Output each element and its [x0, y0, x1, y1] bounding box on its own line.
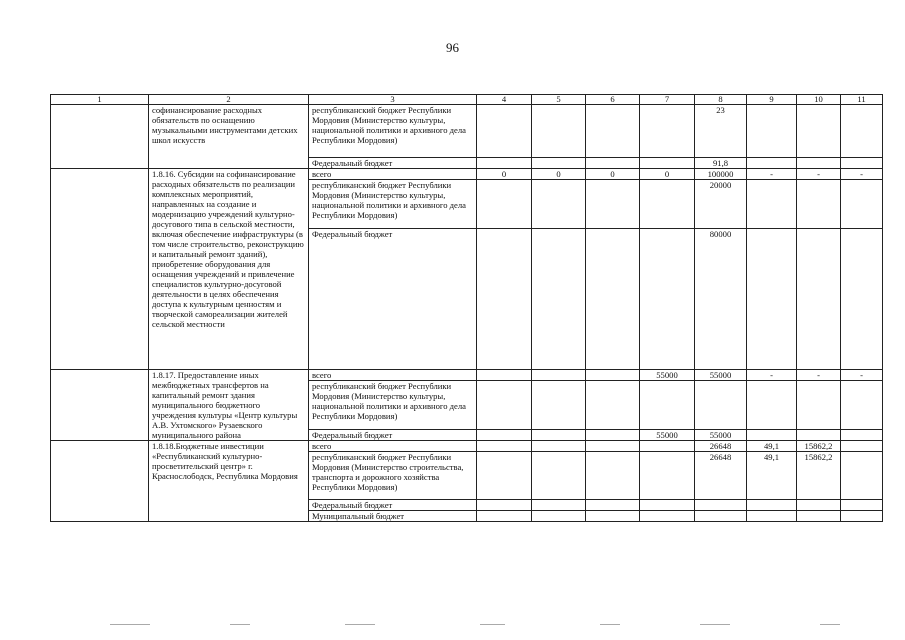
header-cell: 4: [477, 95, 532, 105]
header-cell: 11: [841, 95, 883, 105]
funding-source-cell: Федеральный бюджет: [309, 158, 477, 169]
table-header-row: [51, 95, 883, 105]
page-number: 96: [446, 40, 459, 55]
header-cell: 1: [51, 95, 149, 105]
value-cell: 100000: [695, 169, 747, 180]
col1-cell: [51, 441, 149, 522]
header-cell: 9: [747, 95, 797, 105]
funding-source-cell: республиканский бюджет Республики Мордовия (Министерство культуры, национальной политики и архивного дела Республики Мордовия): [309, 180, 477, 229]
value-cell: 0: [586, 169, 640, 180]
funding-source-cell: всего: [309, 169, 477, 180]
measure-name-cell: 1.8.16. Субсидии на софинансирование расходных обязательств по реализации комплексных мероприятий, направленных на создание и модернизацию учреждений культурно-досугового типа в сельской местности, включая обеспечение инфраструктуры (в том числе строительство, реконструкцию и капитальный ремонт зданий), приобретение оборудования для оснащения учреждений и привлечение специалистов культурно-досуговой деятельности в целях обеспечения доступа к культурным ценностям и творческой самореализации жителей сельской местности: [149, 169, 309, 370]
value-cell: -: [841, 370, 883, 381]
funding-source-cell: Федеральный бюджет: [309, 500, 477, 511]
funding-source-cell: республиканский бюджет Республики Мордовия (Министерство строительства, транспорта и дорожного хозяйства Республики Мордовия): [309, 452, 477, 500]
value-cell: 26648: [695, 441, 747, 452]
value-cell: 49,1: [747, 441, 797, 452]
value-cell: -: [797, 169, 841, 180]
funding-source-cell: республиканский бюджет Республики Мордовия (Министерство культуры, национальной политики и архивного дела Республики Мордовия): [309, 381, 477, 430]
col1-cell: [51, 105, 149, 169]
measure-name-cell: 1.8.17. Предоставление иных межбюджетных трансфертов на капитальный ремонт здания муниципального бюджетного учреждения культуры «Центр культуры А.В. Ухтомского» Рузаевского муниципального района: [149, 370, 309, 441]
budget-table: [50, 94, 883, 522]
col1-cell: [51, 169, 149, 370]
header-cell: 7: [640, 95, 695, 105]
measure-name-cell: софинансирование расходных обязательств по оснащению музыкальными инструментами детских школ искусств: [149, 105, 309, 169]
header-cell: 5: [532, 95, 586, 105]
table-row: [51, 169, 883, 180]
header-cell: 3: [309, 95, 477, 105]
value-cell: 55000: [695, 370, 747, 381]
value-cell: 23: [695, 105, 747, 158]
funding-source-cell: Федеральный бюджет: [309, 229, 477, 370]
value-cell: -: [797, 370, 841, 381]
measure-name-cell: 1.8.18.Бюджетные инвестиции «Республиканский культурно-просветительский центр» г. Краснослободск, Республика Мордовия: [149, 441, 309, 522]
value-cell: 20000: [695, 180, 747, 229]
table-row: [51, 105, 883, 158]
funding-source-cell: Муниципальный бюджет: [309, 511, 477, 522]
value-cell: 55000: [640, 429, 695, 440]
value-cell: -: [841, 169, 883, 180]
value-cell: 91,8: [695, 158, 747, 169]
funding-source-cell: республиканский бюджет Республики Мордовия (Министерство культуры, национальной политики и архивного дела Республики Мордовия): [309, 105, 477, 158]
value-cell: 0: [532, 169, 586, 180]
header-cell: 10: [797, 95, 841, 105]
value-cell: 55000: [695, 429, 747, 440]
value-cell: 15862,2: [797, 441, 841, 452]
value-cell: 80000: [695, 229, 747, 370]
header-cell: 8: [695, 95, 747, 105]
funding-source-cell: всего: [309, 370, 477, 381]
value-cell: 0: [477, 169, 532, 180]
next-page-cutoff: [0, 620, 905, 640]
value-cell: 26648: [695, 452, 747, 500]
value-cell: -: [747, 169, 797, 180]
header-cell: 2: [149, 95, 309, 105]
value-cell: -: [747, 370, 797, 381]
table-row: [51, 370, 883, 381]
value-cell: 0: [640, 169, 695, 180]
table-row: [51, 441, 883, 452]
header-cell: 6: [586, 95, 640, 105]
value-cell: 15862,2: [797, 452, 841, 500]
value-cell: 49,1: [747, 452, 797, 500]
value-cell: 55000: [640, 370, 695, 381]
col1-cell: [51, 370, 149, 441]
funding-source-cell: Федеральный бюджет: [309, 429, 477, 440]
funding-source-cell: всего: [309, 441, 477, 452]
